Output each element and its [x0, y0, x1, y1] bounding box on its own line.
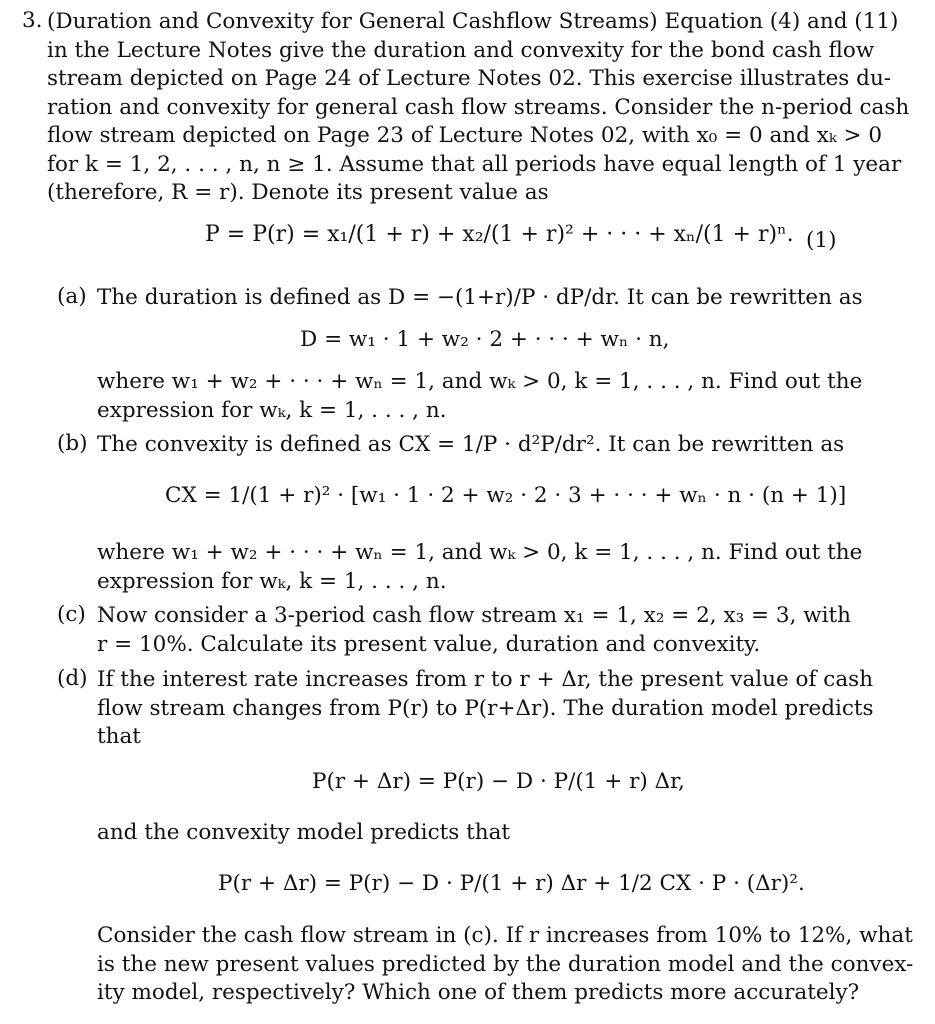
part-a-line: expression for wₖ, k = 1, . . . , n. — [97, 397, 447, 423]
part-b-equation: CX = 1/(1 + r)² · [w₁ · 1 · 2 + w₂ · 2 · 3 + · · · + wₙ · n · (n + 1)] — [165, 483, 847, 508]
intro-line: ration and convexity for general cash flow streams. Consider the n-period cash — [47, 94, 910, 120]
part-d-line: flow stream changes from P(r) to P(r+Δr). The duration model predicts — [97, 695, 874, 721]
part-b-line: expression for wₖ, k = 1, . . . , n. — [97, 568, 447, 594]
part-d-label: (d) — [57, 666, 88, 691]
equation-present-value: P = P(r) = x₁/(1 + r) + x₂/(1 + r)² + · · · + xₙ/(1 + r)ⁿ. — [205, 222, 794, 247]
part-b-line: The convexity is defined as CX = 1/P · d²P/dr². It can be rewritten as — [97, 432, 845, 457]
part-d-line: is the new present values predicted by the duration model and the convex- — [97, 951, 914, 977]
intro-line: for k = 1, 2, . . . , n, n ≥ 1. Assume that all periods have equal length of 1 year — [47, 151, 902, 177]
problem-intro — [47, 8, 910, 208]
part-a-equation: D = w₁ · 1 + w₂ · 2 + · · · + wₙ · n, — [300, 327, 670, 352]
part-a-text — [97, 284, 863, 313]
intro-line: stream depicted on Page 24 of Lecture Notes 02. This exercise illustrates du- — [47, 66, 892, 91]
intro-line: in the Lecture Notes give the duration and convexity for the bond cash flow — [47, 37, 875, 63]
part-d-line: Consider the cash flow stream in (c). If r increases from 10% to 12%, what — [97, 923, 913, 948]
part-c-line: r = 10%. Calculate its present value, duration and convexity. — [97, 631, 761, 657]
part-b-label: (b) — [57, 431, 88, 456]
part-a-after — [97, 368, 863, 425]
part-d-text — [97, 666, 874, 752]
part-a-line: The duration is defined as D = −(1+r)/P · dP/dr. It can be rewritten as — [97, 285, 863, 310]
part-b-line: where w₁ + w₂ + · · · + wₙ = 1, and wₖ > 0, k = 1, . . . , n. Find out the — [97, 540, 863, 565]
duration-model-equation: P(r + Δr) = P(r) − D · P/(1 + r) Δr, — [312, 769, 685, 794]
part-d-line: and the convexity model predicts that — [97, 820, 511, 845]
part-c-line: Now consider a 3-period cash flow stream x₁ = 1, x₂ = 2, x₃ = 3, with — [97, 603, 852, 628]
part-b-after — [97, 539, 863, 596]
intro-line: (therefore, R = r). Denote its present value as — [47, 180, 549, 205]
part-d-line: If the interest rate increases from r to r + Δr, the present value of cash — [97, 667, 874, 692]
intro-line: flow stream depicted on Page 23 of Lecture Notes 02, with x₀ = 0 and xₖ > 0 — [47, 123, 883, 148]
part-d-line: ity model, respectively? Which one of them predicts more accurately? — [97, 980, 860, 1005]
part-b-text — [97, 431, 845, 460]
part-d-line: that — [97, 724, 141, 749]
convexity-model-equation: P(r + Δr) = P(r) − D · P/(1 + r) Δr + 1/2 CX · P · (Δr)². — [218, 871, 805, 896]
part-d-middle — [97, 819, 837, 848]
part-a-line: where w₁ + w₂ + · · · + wₙ = 1, and wₖ > 0, k = 1, . . . , n. Find out the — [97, 369, 863, 394]
part-c-label: (c) — [57, 602, 86, 627]
equation-number: (1) — [806, 228, 837, 253]
intro-line: (Duration and Convexity for General Cashflow Streams) Equation (4) and (11) — [47, 9, 899, 34]
part-a-label: (a) — [57, 284, 87, 309]
part-c-text — [97, 602, 852, 659]
part-d-closing — [97, 922, 914, 1008]
problem-number: 3. — [22, 8, 43, 33]
